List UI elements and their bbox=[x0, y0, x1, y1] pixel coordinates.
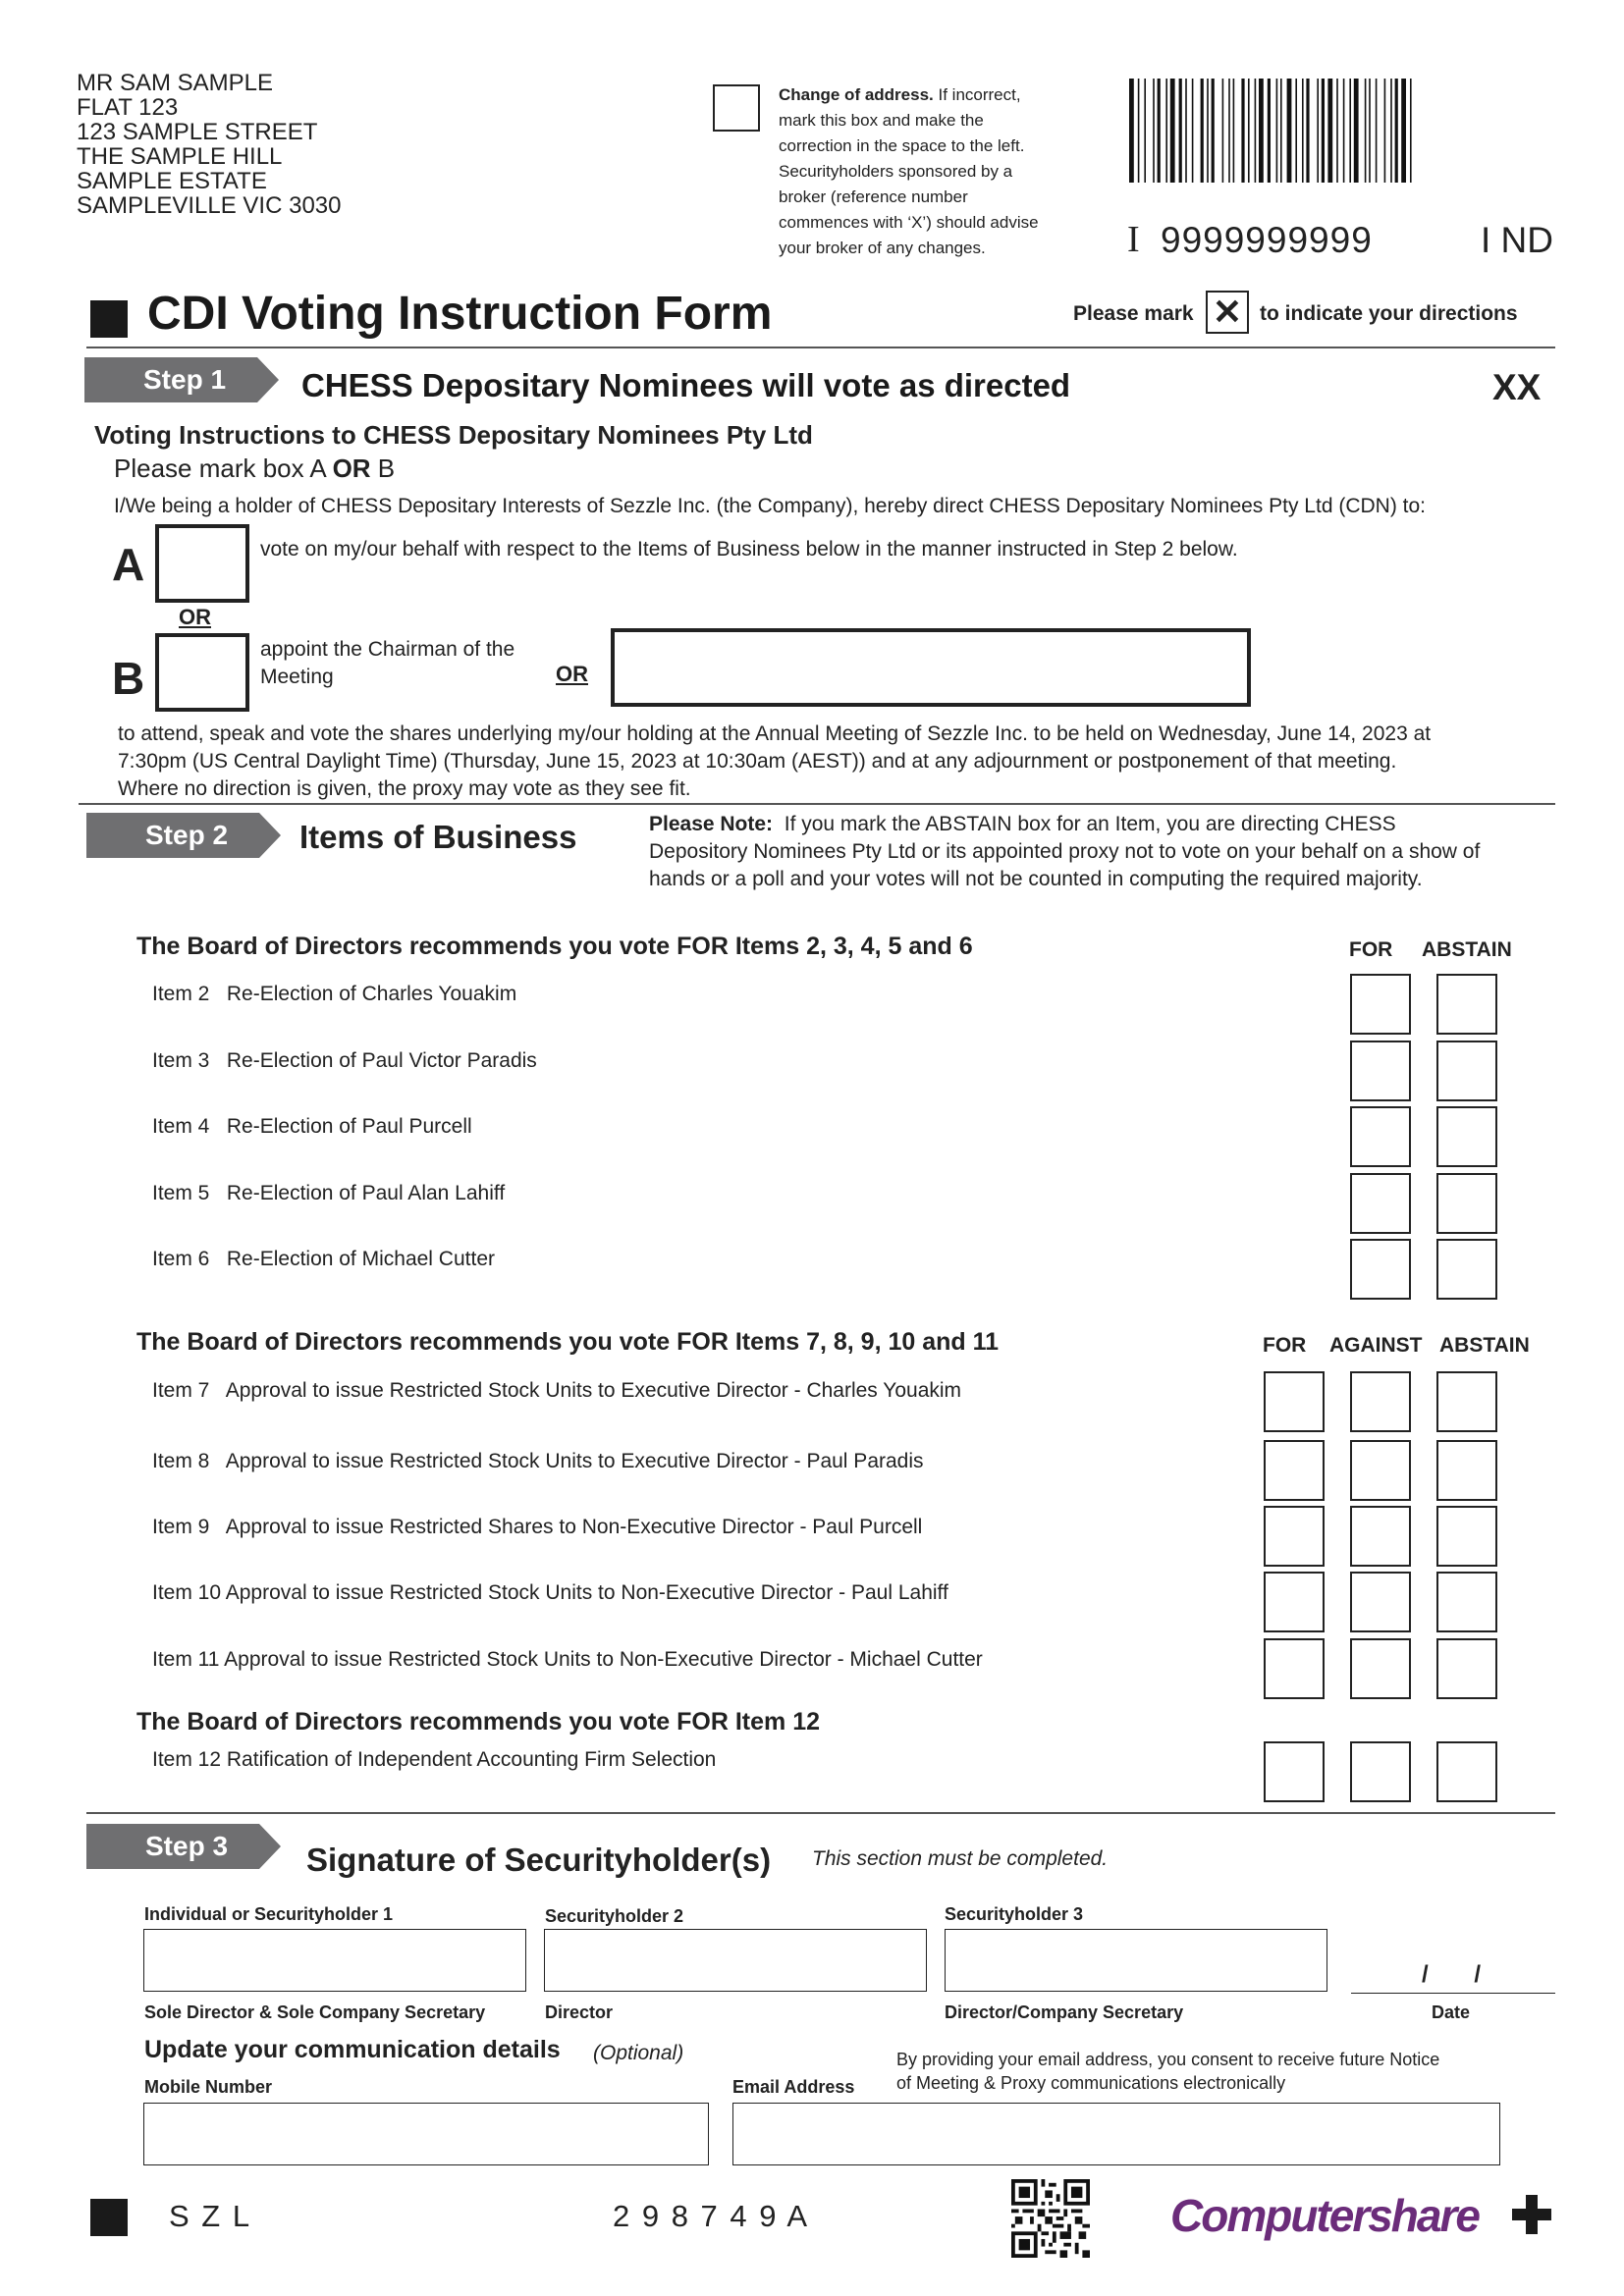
footer-code: S Z L bbox=[169, 2199, 252, 2233]
vote-for-checkbox[interactable] bbox=[1264, 1506, 1325, 1567]
vote-abstain-checkbox[interactable] bbox=[1436, 1041, 1497, 1101]
change-of-address-checkbox[interactable] bbox=[713, 84, 760, 132]
sig2-label: Securityholder 2 bbox=[545, 1906, 684, 1926]
vote-abstain-checkbox[interactable] bbox=[1436, 1506, 1497, 1567]
item-label: Item 2 Re-Election of Charles Youakim bbox=[152, 983, 517, 1005]
divider bbox=[86, 347, 1555, 348]
step2-note: Please Note: If you mark the ABSTAIN box for an Item, you are directing CHESS Depository Nominees Pty Ltd or its appointed proxy not to vote on your behalf on a show of hands or a poll and your votes will not be counted in computing the required majority. bbox=[649, 813, 1481, 890]
group3-heading: The Board of Directors recommends you vote FOR Item 12 bbox=[136, 1708, 820, 1735]
item-label: Item 5 Re-Election of Paul Alan Lahiff bbox=[152, 1182, 506, 1204]
signature-field-2[interactable] bbox=[544, 1929, 927, 1992]
sig1-role: Sole Director & Sole Company Secretary bbox=[144, 2002, 486, 2022]
vote-for-checkbox[interactable] bbox=[1350, 1239, 1411, 1300]
step2-heading: Items of Business bbox=[299, 819, 577, 855]
barcode bbox=[1129, 79, 1561, 183]
vote-for-checkbox[interactable] bbox=[1264, 1741, 1325, 1802]
date-label: Date bbox=[1432, 2002, 1471, 2022]
mark-box-instruction: Please mark box A OR B bbox=[114, 454, 396, 483]
barcode-graphic bbox=[1129, 79, 1561, 183]
sig1-label: Individual or Securityholder 1 bbox=[144, 1904, 394, 1924]
col-for: FOR bbox=[1263, 1334, 1307, 1357]
option-b-text: appoint the Chairman of the Meeting bbox=[260, 638, 515, 688]
email-label: Email Address bbox=[732, 2077, 855, 2097]
item-label: Item 9 Approval to issue Restricted Shares to Non-Executive Director - Paul Purcell bbox=[152, 1516, 923, 1538]
mailing-address bbox=[77, 71, 341, 218]
qr-code-graphic bbox=[1011, 2179, 1090, 2258]
vote-for-checkbox[interactable] bbox=[1350, 974, 1411, 1035]
vote-abstain-checkbox[interactable] bbox=[1436, 1741, 1497, 1802]
item-label: Item 11 Approval to issue Restricted Stock Units to Non-Executive Director - Michael Cutter bbox=[152, 1648, 983, 1671]
step1-subheading: Voting Instructions to CHESS Depositary Nominees Pty Ltd bbox=[94, 420, 813, 450]
holder-number: 9999999999 bbox=[1161, 220, 1373, 260]
vote-abstain-checkbox[interactable] bbox=[1436, 1106, 1497, 1167]
step3-tab: Step 3 bbox=[86, 1824, 259, 1869]
vote-for-checkbox[interactable] bbox=[1350, 1041, 1411, 1101]
step3-heading: Signature of Securityholder(s) bbox=[306, 1842, 772, 1878]
mark-example-icon: ✕ bbox=[1206, 291, 1249, 334]
vote-abstain-checkbox[interactable] bbox=[1436, 1572, 1497, 1632]
direction-intro: I/We being a holder of CHESS Depositary Interests of Sezzle Inc. (the Company), hereby direct CHESS Depositary Nominees Pty Ltd (CDN) to: bbox=[114, 495, 1427, 517]
change-of-address-note: Change of address. If incorrect, mark this box and make the correction in the space to the left. Securityholders sponsored by a broker (reference number commences with ‘X’) should advise your broker of any changes. bbox=[779, 85, 1039, 257]
vote-against-checkbox[interactable] bbox=[1350, 1741, 1411, 1802]
option-a-checkbox[interactable] bbox=[155, 524, 249, 603]
col-for: FOR bbox=[1349, 938, 1393, 961]
vote-for-checkbox[interactable] bbox=[1264, 1638, 1325, 1699]
footer-square-icon bbox=[90, 2199, 128, 2236]
vote-against-checkbox[interactable] bbox=[1350, 1371, 1411, 1432]
address-line: SAMPLEVILLE VIC 3030 bbox=[77, 192, 342, 219]
address-line: FLAT 123 bbox=[77, 94, 179, 121]
holder-code: I ND bbox=[1481, 220, 1553, 260]
date-slashes: / / bbox=[1422, 1961, 1482, 1988]
address-line: MR SAM SAMPLE bbox=[77, 70, 274, 96]
holder-id-prefix: I bbox=[1127, 219, 1140, 260]
option-b-letter: B bbox=[112, 653, 145, 704]
vote-against-checkbox[interactable] bbox=[1350, 1638, 1411, 1699]
mobile-number-field[interactable] bbox=[143, 2103, 709, 2165]
item-label: Item 4 Re-Election of Paul Purcell bbox=[152, 1115, 472, 1138]
footer-ref: 2 9 8 7 4 9 A bbox=[613, 2199, 810, 2233]
vote-abstain-checkbox[interactable] bbox=[1436, 974, 1497, 1035]
step1-code: XX bbox=[1492, 367, 1542, 407]
form-title: CDI Voting Instruction Form bbox=[147, 288, 773, 340]
please-mark-label: Please mark bbox=[1073, 302, 1194, 325]
title-square-icon bbox=[90, 300, 128, 338]
indicate-directions-label: to indicate your directions bbox=[1260, 302, 1518, 325]
or-label-2: OR bbox=[556, 662, 588, 686]
option-a-letter: A bbox=[112, 539, 145, 590]
signature-field-3[interactable] bbox=[945, 1929, 1327, 1992]
change-of-address-title: Change of address. bbox=[779, 85, 934, 104]
vote-against-checkbox[interactable] bbox=[1350, 1440, 1411, 1501]
email-address-field[interactable] bbox=[732, 2103, 1500, 2165]
divider bbox=[86, 1812, 1555, 1814]
sig2-role: Director bbox=[545, 2002, 614, 2022]
item-label: Item 8 Approval to issue Restricted Stock Units to Executive Director - Paul Paradis bbox=[152, 1450, 924, 1472]
vote-abstain-checkbox[interactable] bbox=[1436, 1239, 1497, 1300]
address-line: THE SAMPLE HILL bbox=[77, 143, 283, 170]
item-label: Item 3 Re-Election of Paul Victor Paradis bbox=[152, 1049, 537, 1072]
vote-abstain-checkbox[interactable] bbox=[1436, 1371, 1497, 1432]
col-abstain: ABSTAIN bbox=[1439, 1334, 1530, 1357]
attend-statement: to attend, speak and vote the shares underlying my/our holding at the Annual Meeting of Sezzle Inc. to be held on Wednesday, June 14, 2023 at 7:30pm (US Central Daylight Time) (Thursday, June 15, 2023 at 10:30am (AEST)) and at any adjournment or postponement of that meeting. Where no direction is given, the proxy may vote as they see fit. bbox=[118, 722, 1432, 800]
vote-against-checkbox[interactable] bbox=[1350, 1572, 1411, 1632]
vote-for-checkbox[interactable] bbox=[1350, 1173, 1411, 1234]
item-label: Item 12 Ratification of Independent Accounting Firm Selection bbox=[152, 1748, 717, 1771]
item-label: Item 10 Approval to issue Restricted Stock Units to Non-Executive Director - Paul Lahiff bbox=[152, 1581, 948, 1604]
divider bbox=[79, 803, 1555, 805]
vote-abstain-checkbox[interactable] bbox=[1436, 1440, 1497, 1501]
vote-abstain-checkbox[interactable] bbox=[1436, 1638, 1497, 1699]
qr-code-icon bbox=[1011, 2179, 1090, 2258]
col-abstain: ABSTAIN bbox=[1422, 938, 1512, 961]
step2-tab: Step 2 bbox=[86, 813, 259, 858]
vote-for-checkbox[interactable] bbox=[1264, 1440, 1325, 1501]
group2-heading: The Board of Directors recommends you vote FOR Items 7, 8, 9, 10 and 11 bbox=[136, 1328, 1000, 1356]
step3-note: This section must be completed. bbox=[812, 1847, 1109, 1870]
or-label: OR bbox=[179, 605, 211, 629]
address-line: 123 SAMPLE STREET bbox=[77, 119, 318, 145]
vote-for-checkbox[interactable] bbox=[1264, 1371, 1325, 1432]
item-label: Item 6 Re-Election of Michael Cutter bbox=[152, 1248, 495, 1270]
group1-heading: The Board of Directors recommends you vote FOR Items 2, 3, 4, 5 and 6 bbox=[136, 933, 973, 960]
vote-for-checkbox[interactable] bbox=[1264, 1572, 1325, 1632]
col-against: AGAINST bbox=[1329, 1334, 1423, 1357]
option-b-checkbox[interactable] bbox=[155, 633, 249, 712]
sig3-role: Director/Company Secretary bbox=[945, 2002, 1184, 2022]
optional-label: (Optional) bbox=[593, 2042, 684, 2064]
step1-tab: Step 1 bbox=[84, 357, 257, 402]
signature-field-1[interactable] bbox=[143, 1929, 526, 1992]
date-line[interactable] bbox=[1351, 1993, 1555, 1994]
sig3-label: Securityholder 3 bbox=[945, 1904, 1084, 1924]
consent-text: By providing your email address, you consent to receive future Notice of Meeting & Proxy communications electronically bbox=[896, 2050, 1440, 2093]
item-label: Item 7 Approval to issue Restricted Stock Units to Executive Director - Charles Youakim bbox=[152, 1379, 962, 1402]
vote-abstain-checkbox[interactable] bbox=[1436, 1173, 1497, 1234]
mobile-label: Mobile Number bbox=[144, 2077, 273, 2097]
plus-icon bbox=[1512, 2195, 1551, 2234]
computershare-logo: Computershare bbox=[1170, 2190, 1479, 2241]
vote-against-checkbox[interactable] bbox=[1350, 1506, 1411, 1567]
vote-for-checkbox[interactable] bbox=[1350, 1106, 1411, 1167]
address-line: SAMPLE ESTATE bbox=[77, 168, 267, 194]
update-heading: Update your communication details bbox=[144, 2036, 561, 2063]
step1-heading: CHESS Depositary Nominees will vote as directed bbox=[301, 367, 1071, 403]
option-a-text: vote on my/our behalf with respect to the Items of Business below in the manner instructed in Step 2 below. bbox=[260, 538, 1238, 561]
proxy-name-field[interactable] bbox=[611, 628, 1251, 707]
